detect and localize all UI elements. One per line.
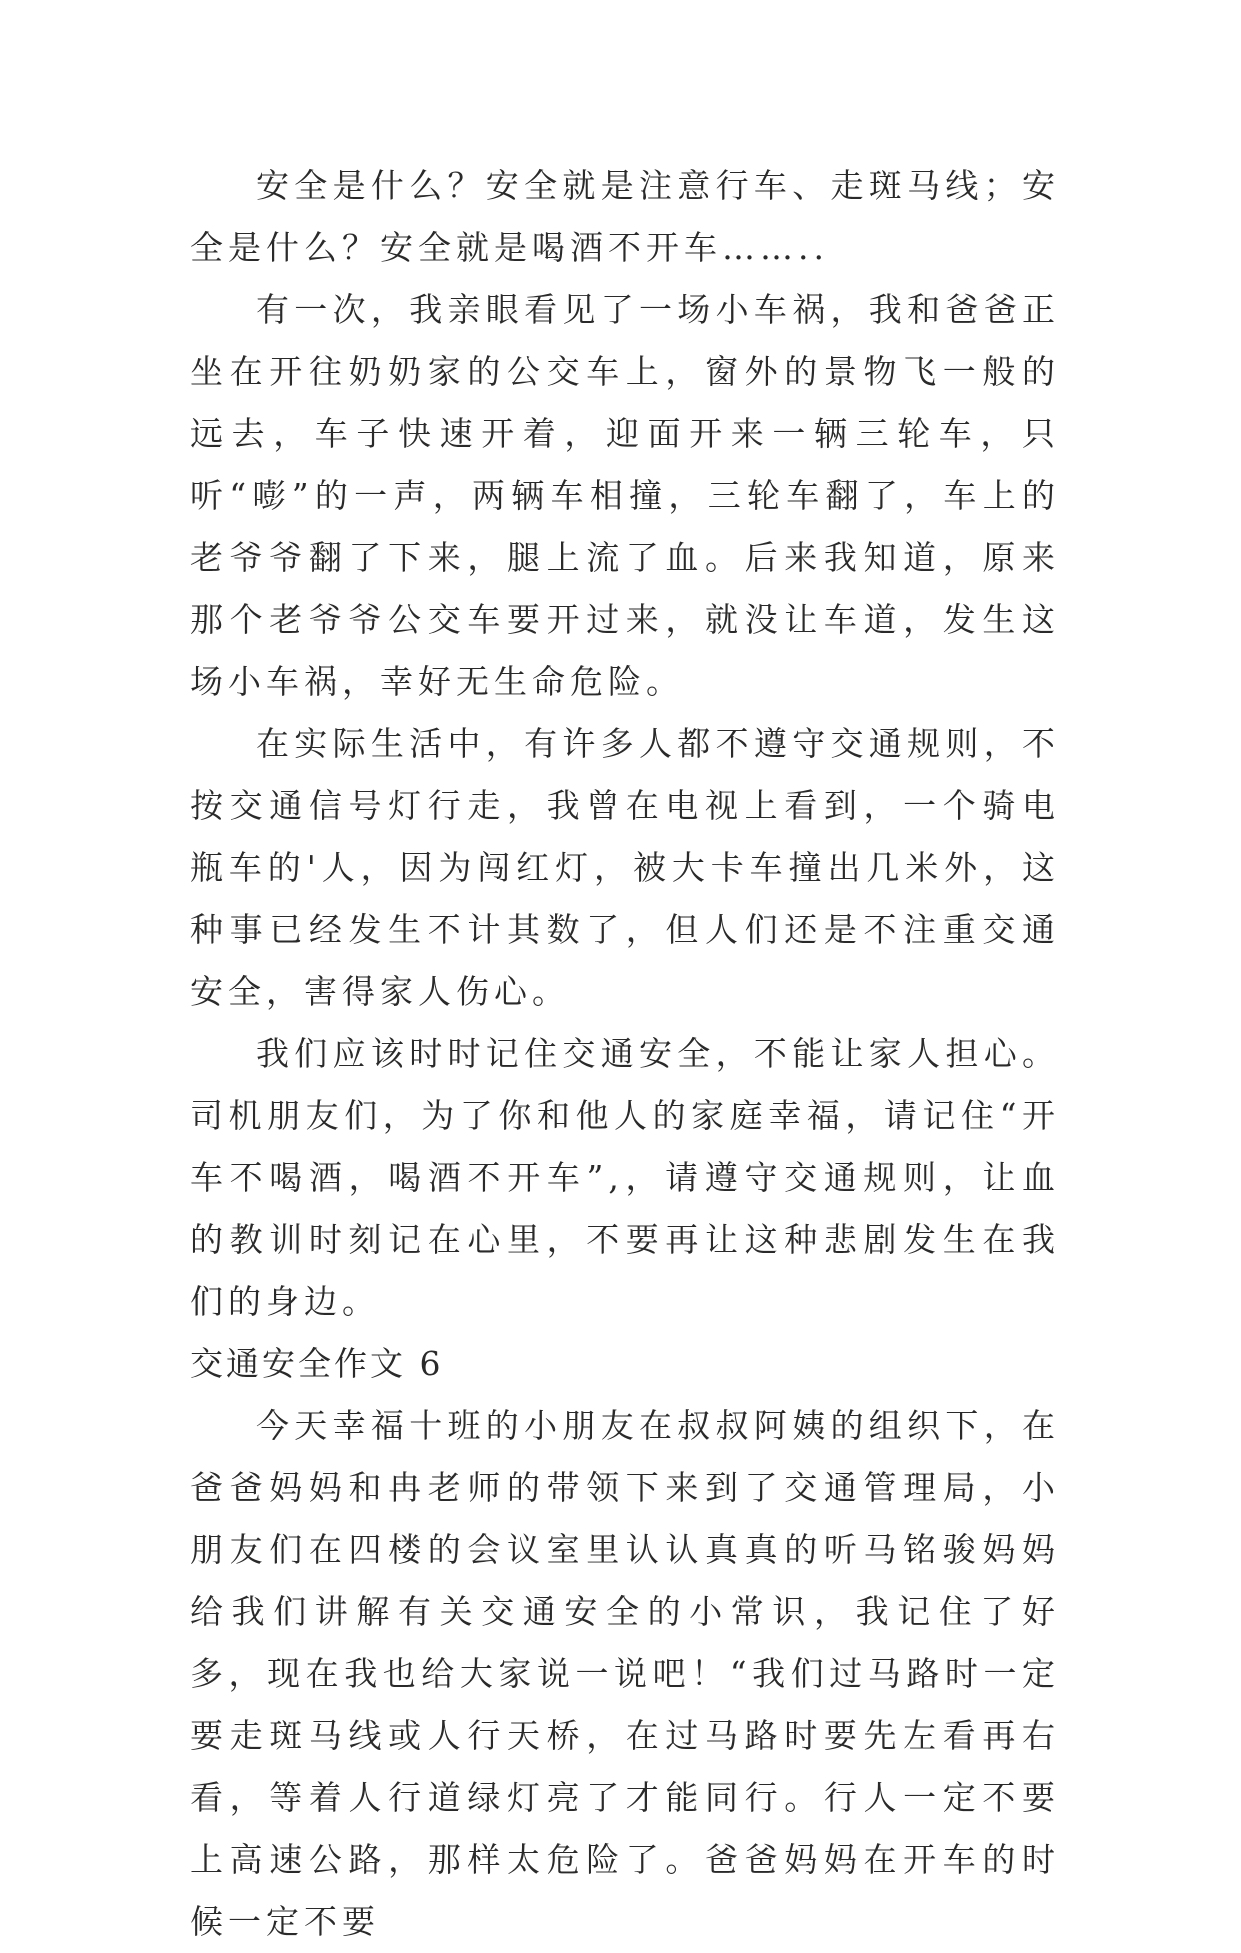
paragraph-accident-story: 有一次，我亲眼看见了一场小车祸，我和爸爸正坐在开往奶奶家的公交车上，窗外的景物飞一般的远去，车子快速开着，迎面开来一辆三轮车，只听“嘭”的一声，两辆车相撞，三轮车翻了，车上的老爷爷翻了下来，腿上流了血。后来我知道，原来那个老爷爷公交车要开过来，就没让车道，发生这场小车祸，幸好无生命危险。 bbox=[190, 290, 1060, 701]
paragraph-appeal: 我们应该时时记住交通安全，不能让家人担心。司机朋友们，为了你和他人的家庭幸福，请记住“开车不喝酒，喝酒不开车”,，请遵守交通规则，让血的教训时刻记在心里，不要再让这种悲剧发生在我们的身边。 bbox=[190, 1034, 1060, 1321]
paragraph-safety-definition: 安全是什么？安全就是注意行车、走斑马线；安全是什么？安全就是喝酒不开车…….. bbox=[190, 166, 1060, 267]
document-body bbox=[190, 155, 1060, 1953]
paragraph-real-life: 在实际生活中，有许多人都不遵守交通规则，不按交通信号灯行走，我曾在电视上看到，一个骑电瓶车的'人，因为闯红灯，被大卡车撞出几米外，这种事已经发生不计其数了，但人们还是不注重交通安全，害得家人伤心。 bbox=[190, 724, 1060, 1011]
paragraph-class-visit: 今天幸福十班的小朋友在叔叔阿姨的组织下，在爸爸妈妈和冉老师的带领下来到了交通管理局，小朋友们在四楼的会议室里认认真真的听马铭骏妈妈给我们讲解有关交通安全的小常识，我记住了好多，现在我也给大家说一说吧！“我们过马路时一定要走斑马线或人行天桥，在过马路时要先左看再右看，等着人行道绿灯亮了才能同行。行人一定不要上高速公路，那样太危险了。爸爸妈妈在开车的时候一定不要 bbox=[190, 1406, 1060, 1941]
section-title: 交通安全作文 6 bbox=[190, 1344, 444, 1383]
